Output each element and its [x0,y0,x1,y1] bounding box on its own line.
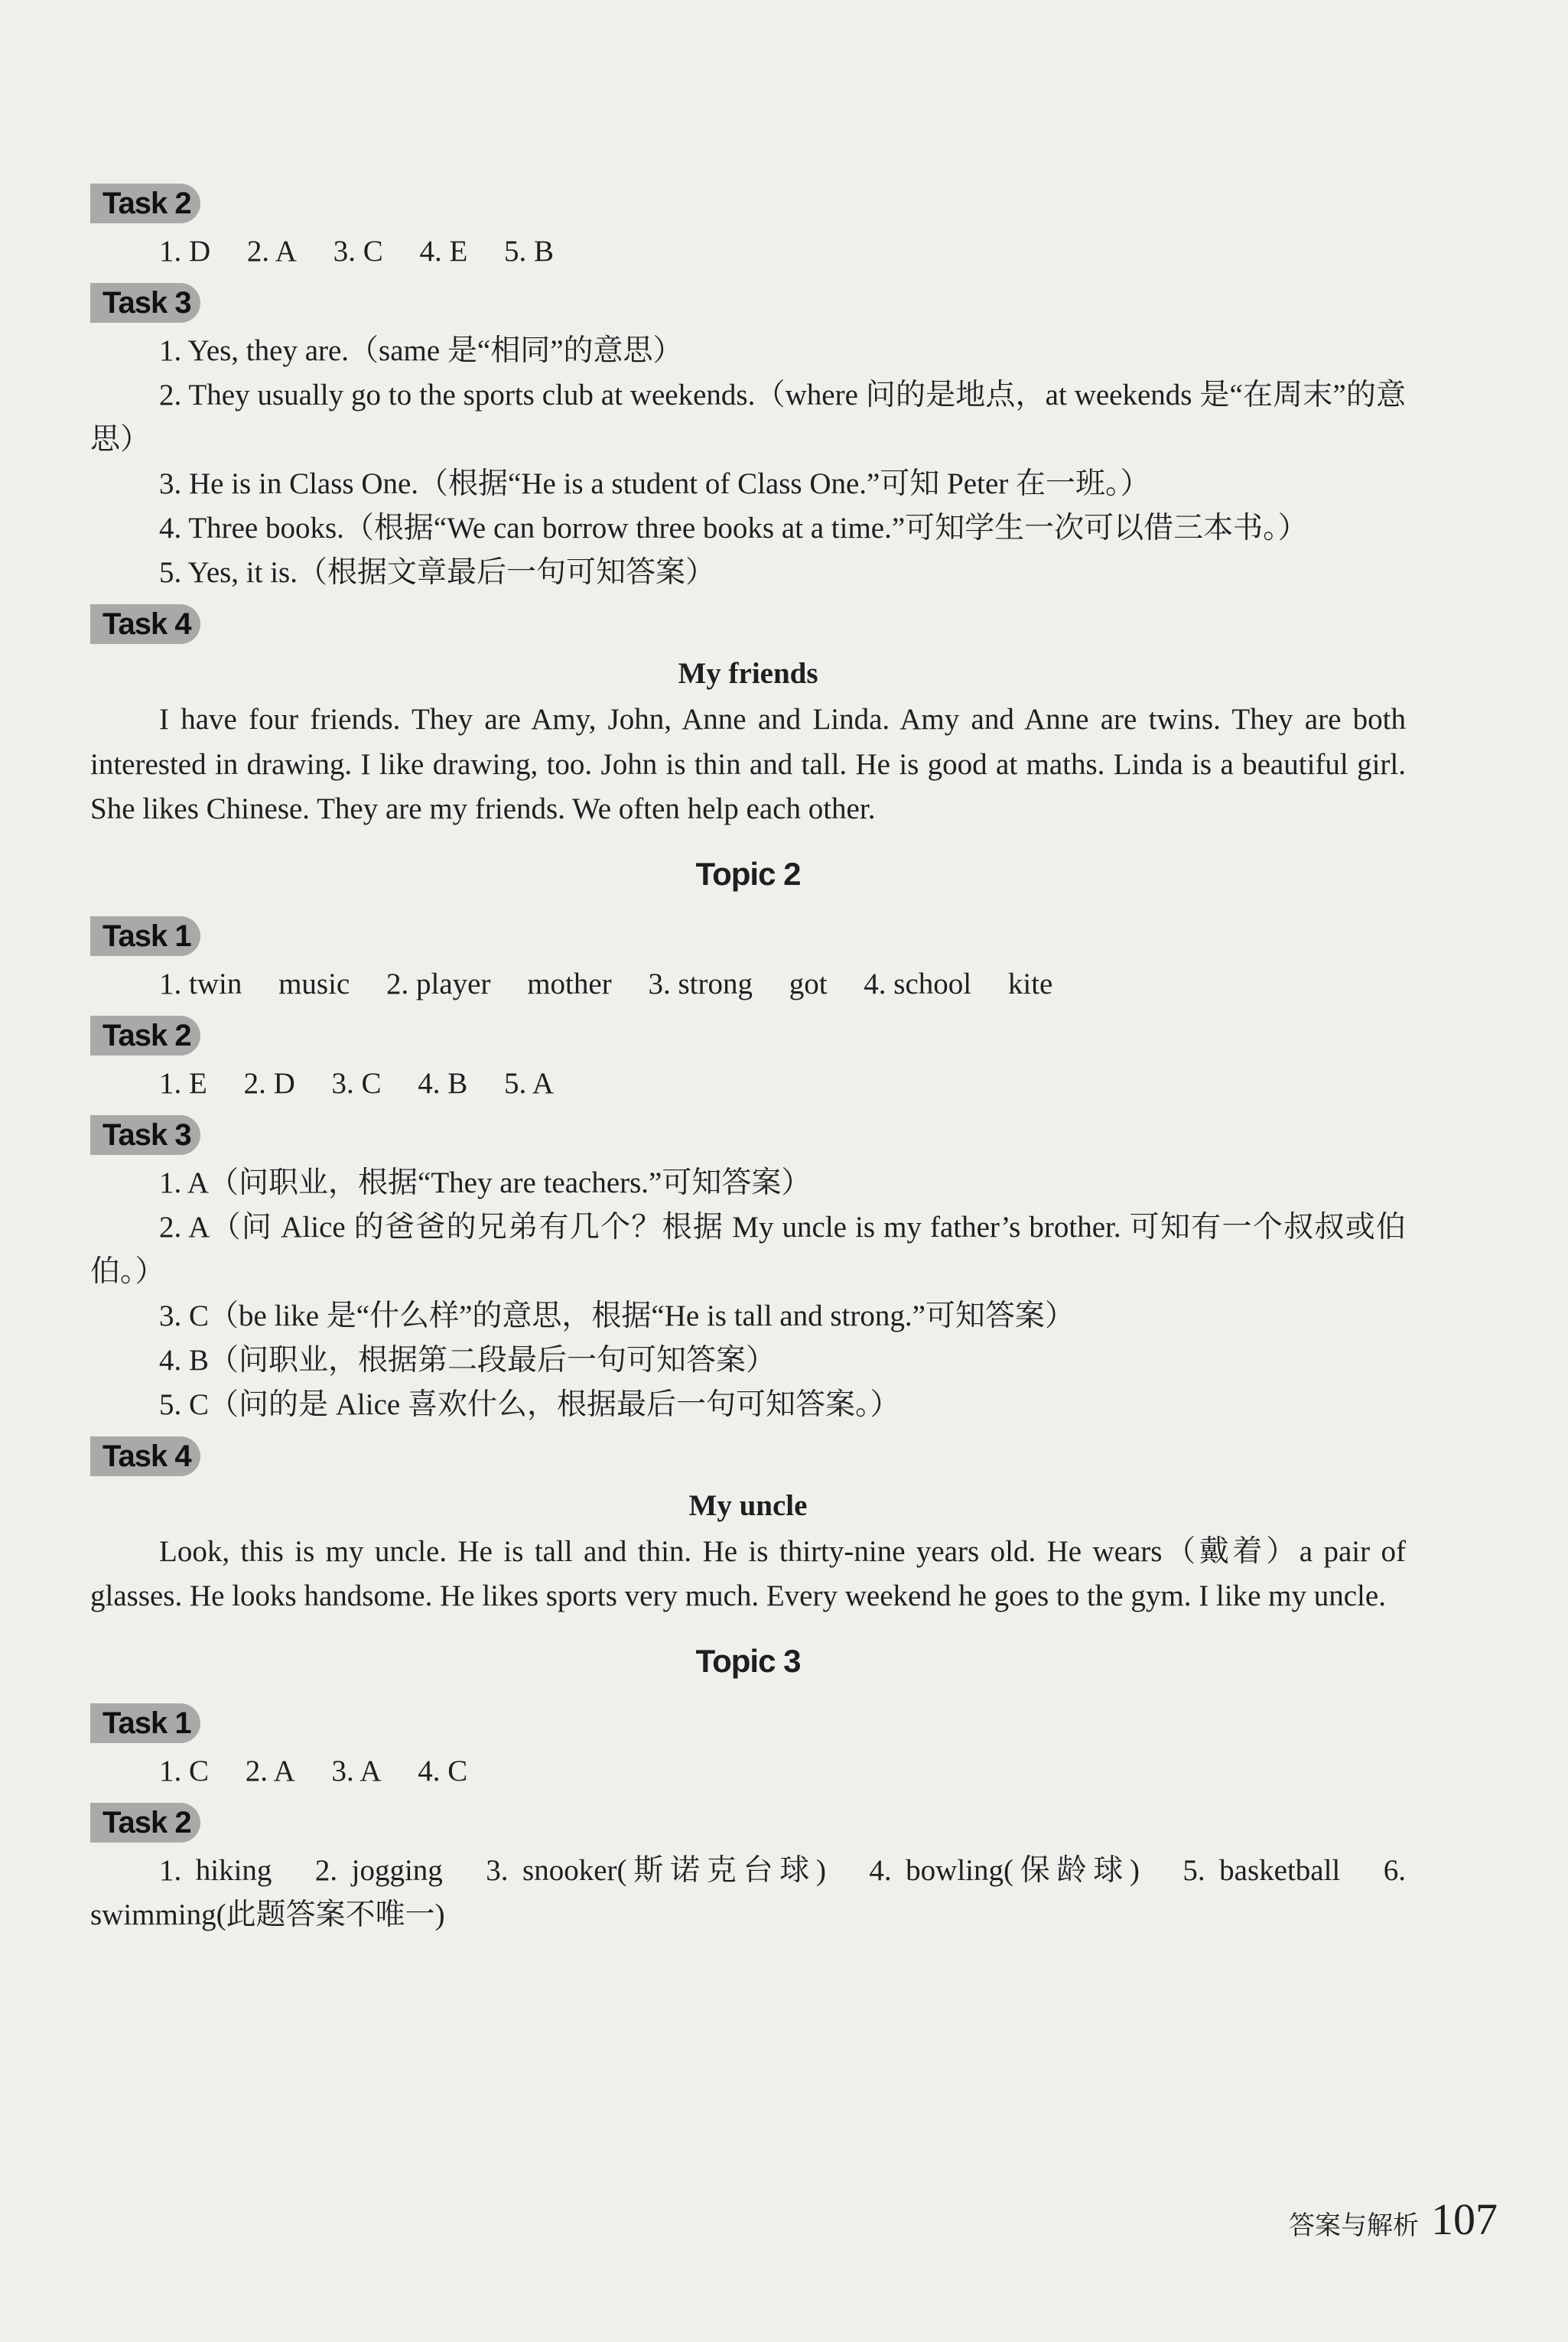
answer: 1. D [159,235,211,268]
word-answer: music [278,967,350,1000]
answer-content [90,184,1406,1937]
answer-line: 1. A（问职业，根据“They are teachers.”可知答案） [159,1166,812,1199]
answer: 2. A [245,1754,295,1787]
essay-paragraph: I have four friends. They are Amy, John, Anne and Linda. Amy and Anne are twins. They are both interested in drawing. I like drawing, too. John is thin and tall. He is good at maths. Linda is a beautiful girl. She likes Chinese. They are my friends. We often help each other. [90,703,1406,825]
answer-line: 3. C（be like 是“什么样”的意思，根据“He is tall and strong.”可知答案） [159,1299,1075,1332]
answer-row [90,962,1406,1007]
word-answer: 1. twin [159,967,242,1000]
essay-paragraph: Look, this is my uncle. He is tall and thin. He is thirty-nine years old. He wears（戴着）a pair of glasses. He looks handsome. He likes sports very much. Every weekend he goes to the gym. I like my uncle. [90,1534,1406,1612]
answer: 3. C [331,1066,382,1100]
answer: 4. C [418,1754,468,1787]
word-answer: 2. player [386,967,491,1000]
word-answer: got [789,967,828,1000]
answer: 3. A [331,1754,382,1787]
word-answer: 4. school [864,967,972,1000]
answer: 4. E [419,235,468,268]
task-label: Task 2 [90,1016,200,1056]
topic-title: Topic 2 [695,855,801,892]
topic-title: Topic 3 [695,1642,801,1679]
task-label: Task 3 [90,1115,200,1155]
task-label: Task 2 [90,1803,200,1843]
page-number: 107 [1431,2194,1498,2244]
answer-row [90,1062,1406,1106]
answer-line: 1. Yes, they are.（same 是“相同”的意思） [159,334,683,367]
task-label: Task 2 [90,184,200,223]
word-answer: mother [527,967,612,1000]
task-label: Task 3 [90,283,200,323]
essay-title: My friends [678,657,818,690]
word-answer: 3. strong [648,967,753,1000]
page-footer [1289,2194,1498,2245]
answer-row [90,229,1406,274]
answer-line: 5. Yes, it is.（根据文章最后一句可知答案） [159,556,715,589]
answer-line: 1. hiking 2. jogging 3. snooker(斯诺克台球) 4. bowling(保龄球) 5. basketball 6. swimming(此题答案不唯一) [90,1853,1406,1931]
answer-line: 5. C（问的是 Alice 喜欢什么，根据最后一句可知答案。） [159,1387,900,1421]
task-label: Task 4 [90,1436,200,1476]
answer-line: 4. Three books.（根据“We can borrow three books at a time.”可知学生一次可以借三本书。） [159,512,1308,545]
answer: 2. A [246,235,297,268]
answer: 5. B [504,235,555,268]
task-label: Task 1 [90,1703,200,1743]
answer: 5. A [504,1066,555,1100]
answer-row [90,1749,1406,1794]
essay-title: My uncle [688,1488,808,1522]
footer-label: 答案与解析 [1289,2212,1419,2240]
answer-line: 2. They usually go to the sports club at weekends.（where 问的是地点，at weekends 是“在周末”的意思） [90,379,1406,456]
answer-line: 2. A（问 Alice 的爸爸的兄弟有几个？根据 My uncle is my father’s brother. 可知有一个叔叔或伯伯。） [90,1210,1406,1288]
answer: 1. E [159,1066,207,1100]
answer-line: 4. B（问职业，根据第二段最后一句可知答案） [159,1343,776,1377]
answer: 4. B [418,1066,468,1100]
word-answer: kite [1007,967,1053,1000]
answer: 3. C [333,235,383,268]
task-label: Task 1 [90,916,200,956]
task-label: Task 4 [90,604,200,644]
answer: 2. D [243,1066,295,1100]
answer: 1. C [159,1754,210,1787]
answer-line: 3. He is in Class One.（根据“He is a student of Class One.”可知 Peter 在一班。） [159,467,1150,500]
